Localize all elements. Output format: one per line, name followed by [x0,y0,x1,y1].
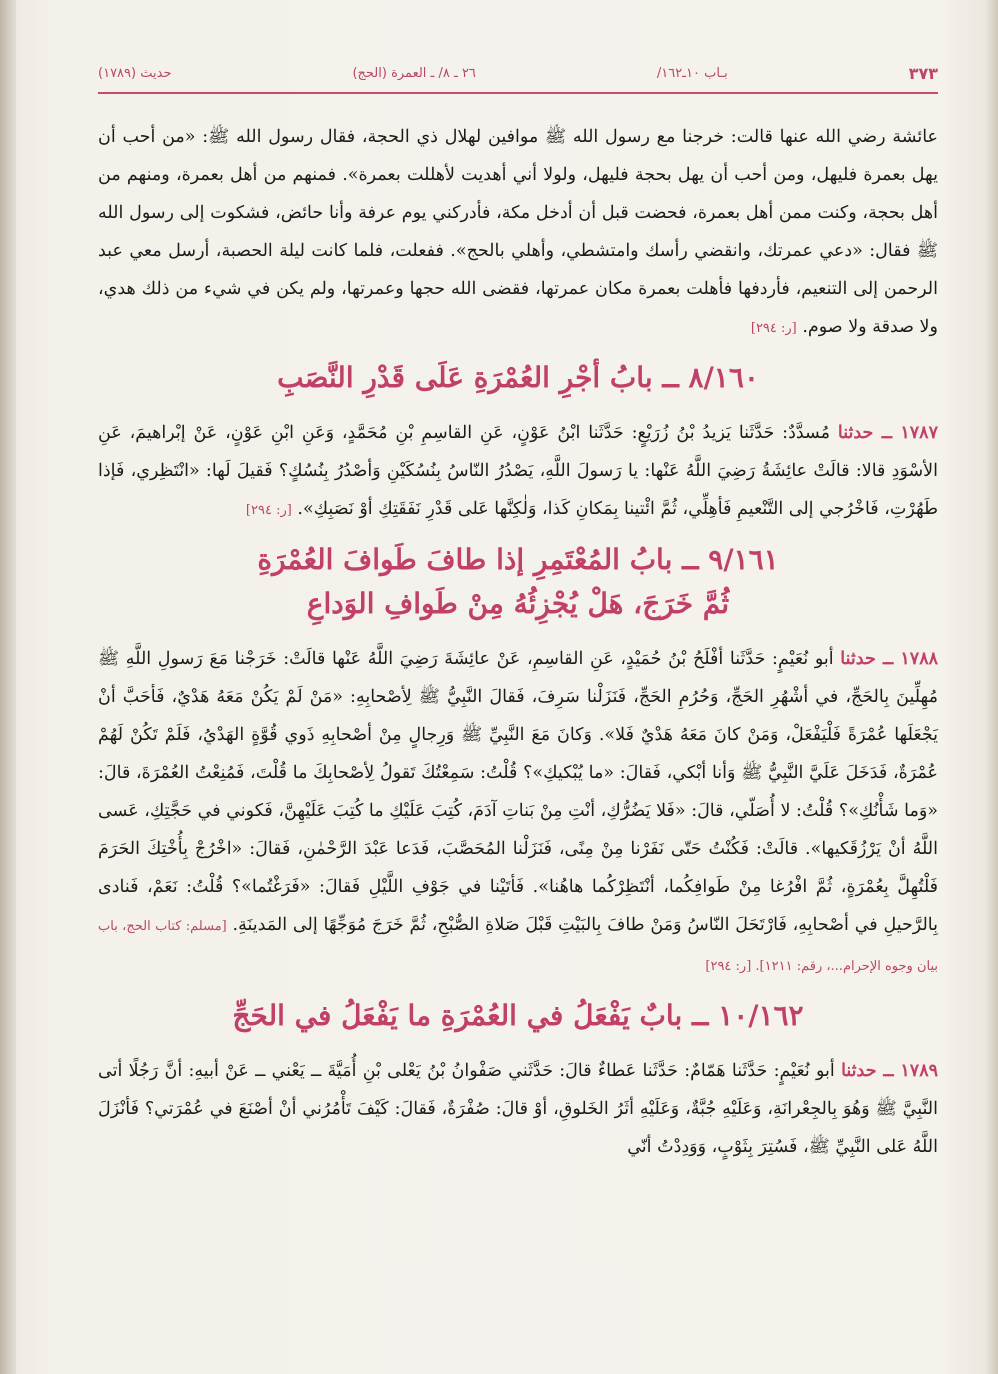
intro-reference: [ر: ٢٩٤] [750,321,797,336]
header-section-title: ٢٦ ـ ٨/ ـ العمرة (الحج) [352,65,476,81]
chapter-9-title-line-1: ٩/١٦١ ــ بابُ المُعْتَمِرِ إذا طافَ طَوافَ العُمْرَةِ [257,543,779,576]
hadith-1787-number: ١٧٨٧ ــ حدثنا [837,423,938,443]
hadith-1789-number: ١٧٨٩ ــ حدثنا [841,1061,938,1081]
chapter-10-title: ١٠/١٦٢ ــ بابٌ يَفْعَلُ في العُمْرَةِ ما يَفْعَلُ في الحَجِّ [232,999,804,1032]
page-number: ٣٧٣ [908,63,938,83]
chapter-8-title: ٨/١٦٠ ــ بابُ أجْرِ العُمْرَةِ عَلَى قَدْرِ النَّصَبِ [277,361,759,394]
intro-paragraph [98,118,938,348]
hadith-1787-text: مُسدَّدٌ: حَدَّثَنا يَزيدُ بْنُ زُرَيْعٍ: حَدَّثَنا ابْنُ عَوْنٍ، عَنِ القاسِمِ بْنِ مُحَمَّدٍ، وَعَنِ ابْنِ عَوْنٍ، عَنْ إبْراهيمَ، عَنِ الأسْوَدِ قالا: قالَتْ عائِشَةُ رَضِيَ اللَّهُ عَنْها: يا رَسولَ اللَّهِ، يَصْدُرُ النّاسُ بِنُسُكَيْنِ وَأصْدُرُ بِنُسُكٍ؟ فَقيلَ لَها: «انْتَظِري، فَإذا طَهُرْتِ، فَاخْرُجي إلى التَّنْعيمِ فَأهِلِّي، ثُمَّ ائْتينا بِمَكانِ كَذا، وَلٰكِنَّها عَلى قَدْرِ نَفَقَتِكِ أوْ نَصَبِكِ». [98,423,938,519]
chapter-heading-9 [98,538,938,626]
hadith-1788 [98,640,938,986]
page-body [98,118,938,1166]
chapter-9-title-line-2: ثُمَّ خَرَجَ، هَلْ يُجْزِئُهُ مِنْ طَوافِ الوَداعِ [306,587,730,620]
hadith-1788-text: أبو نُعَيْمٍ: حَدَّثَنا أفْلَحُ بْنُ حُمَيْدٍ، عَنِ القاسِمِ، عَنْ عائِشَةَ رَضِيَ اللَّهُ عَنْها قالَتْ: خَرَجْنا مَعَ رَسولِ اللَّهِ ﷺ مُهِلِّينَ بِالحَجِّ، في أشْهُرِ الحَجِّ، وَحُرُمِ الحَجِّ، فَنَزَلْنا سَرِفَ، فَقالَ النَّبِيُّ ﷺ لِأصْحابِهِ: «مَنْ لَمْ يَكُنْ مَعَهُ هَدْيٌ، فَأحَبَّ أنْ يَجْعَلَها عُمْرَةً فَلْيَفْعَلْ، وَمَنْ كانَ مَعَهُ هَدْيٌ فَلا». وَكانَ مَعَ النَّبِيِّ ﷺ وَرِجالٍ مِنْ أصْحابِهِ ذَوي قُوَّةٍ الهَدْيُ، فَلَمْ تَكُنْ لَهُمْ عُمْرَةٌ، فَدَخَلَ عَلَيَّ النَّبِيُّ ﷺ وَأنا أبْكي، فَقالَ: «ما يُبْكيكِ»؟ قُلْتُ: سَمِعْتُكَ تَقولُ لِأصْحابِكَ ما قُلْتَ، فَمُنِعْتُ العُمْرَةَ، قالَ: «وَما شَأْنُكِ»؟ قُلْتُ: لا أُصَلّي، قالَ: «فَلا يَضُرُّكِ، أنْتِ مِنْ بَناتِ آدَمَ، كُتِبَ عَلَيْكِ ما كُتِبَ عَلَيْهِنَّ، فَكوني في حَجَّتِكِ، عَسى اللَّهُ أنْ يَرْزُقَكيها». قالَتْ: فَكُنْتُ حَتّى نَفَرْنا مِنْ مِنًى، فَنَزَلْنا المُحَصَّبَ، فَدَعا عَبْدَ الرَّحْمٰنِ، فَقالَ: «اخْرُجْ بِأُخْتِكَ الحَرَمَ فَلْتُهِلَّ بِعُمْرَةٍ، ثُمَّ افْرُغا مِنْ طَوافِكُما، أنْتَظِرْكُما هاهُنا». فَأتَيْنا في جَوْفِ اللَّيْلِ فَقالَ: «فَرَغْتُما»؟ قُلْتُ: نَعَمْ، فَنادى بِالرَّحيلِ في أصْحابِهِ، فَارْتَحَلَ النّاسُ وَمَنْ طافَ بِالبَيْتِ قَبْلَ صَلاةِ الصُّبْحِ، ثُمَّ خَرَجَ مُوَجِّهًا إلى المَدينَةِ. [98,649,938,935]
hadith-1787 [98,414,938,530]
header-chapters: بـاب ١٠ـ١٦٢/ [656,65,728,81]
hadith-1787-reference: [ر: ٢٩٤] [245,503,292,518]
hadith-1788-number: ١٧٨٨ ــ حدثنا [840,649,938,669]
hadith-1788-reference: [مسلم: كتاب الحج، باب بيان وجوه الإحرام...، رقم: ١٢١١]. [ر: ٢٩٤] [98,919,938,974]
chapter-heading-8 [98,356,938,400]
header-hadith-range: حديث (١٧٨٩) [98,65,172,81]
running-header [98,58,938,88]
book-binding-shadow [0,0,16,1374]
header-rule [98,92,938,94]
intro-text: عائشة رضي الله عنها قالت: خرجنا مع رسول الله ﷺ موافين لهلال ذي الحجة، فقال رسول الله ﷺ: «من أحب أن يهل بعمرة فليهل، ومن أحب أن يهل بحجة فليهل، ولولا أني أهديت لأهللت بعمرة». فمنهم من أهل بعمرة، ومنهم من أهل بحجة، وكنت ممن أهل بعمرة، فحضت قبل أن أدخل مكة، فأدركني يوم عرفة وأنا حائض، فشكوت إلى رسول الله ﷺ فقال: «دعي عمرتك، وانقضي رأسك وامتشطي، وأهلي بالحج». ففعلت، فلما كانت ليلة الحصبة، أرسل معي عبد الرحمن إلى التنعيم، فأردفها فأهلت بعمرة مكان عمرتها، فقضى الله حجها وعمرتها، ولم يكن في شيء من ذلك هدي، ولا صدقة ولا صوم. [98,127,938,337]
chapter-heading-10 [98,994,938,1038]
hadith-1789 [98,1052,938,1166]
hadith-1789-text: أبو نُعَيْمٍ: حَدَّثَنا هَمّامٌ: حَدَّثَنا عَطاءٌ قالَ: حَدَّثَني صَفْوانُ بْنُ يَعْلى بْنِ أُمَيَّةَ ــ يَعْني ــ عَنْ أبيهِ: أنَّ رَجُلًا أتى النَّبِيَّ ﷺ وَهُوَ بِالجِعْرانَةِ، وَعَلَيْهِ جُبَّةٌ، وَعَلَيْهِ أثَرُ الخَلوقِ، أوْ قالَ: صُفْرَةٌ، فَقالَ: كَيْفَ تَأْمُرُني أنْ أصْنَعَ في عُمْرَتي؟ فَأنْزَلَ اللَّهُ عَلى النَّبِيِّ ﷺ، فَسُتِرَ بِثَوْبٍ، وَوَدِدْتُ أنّي [98,1061,938,1157]
